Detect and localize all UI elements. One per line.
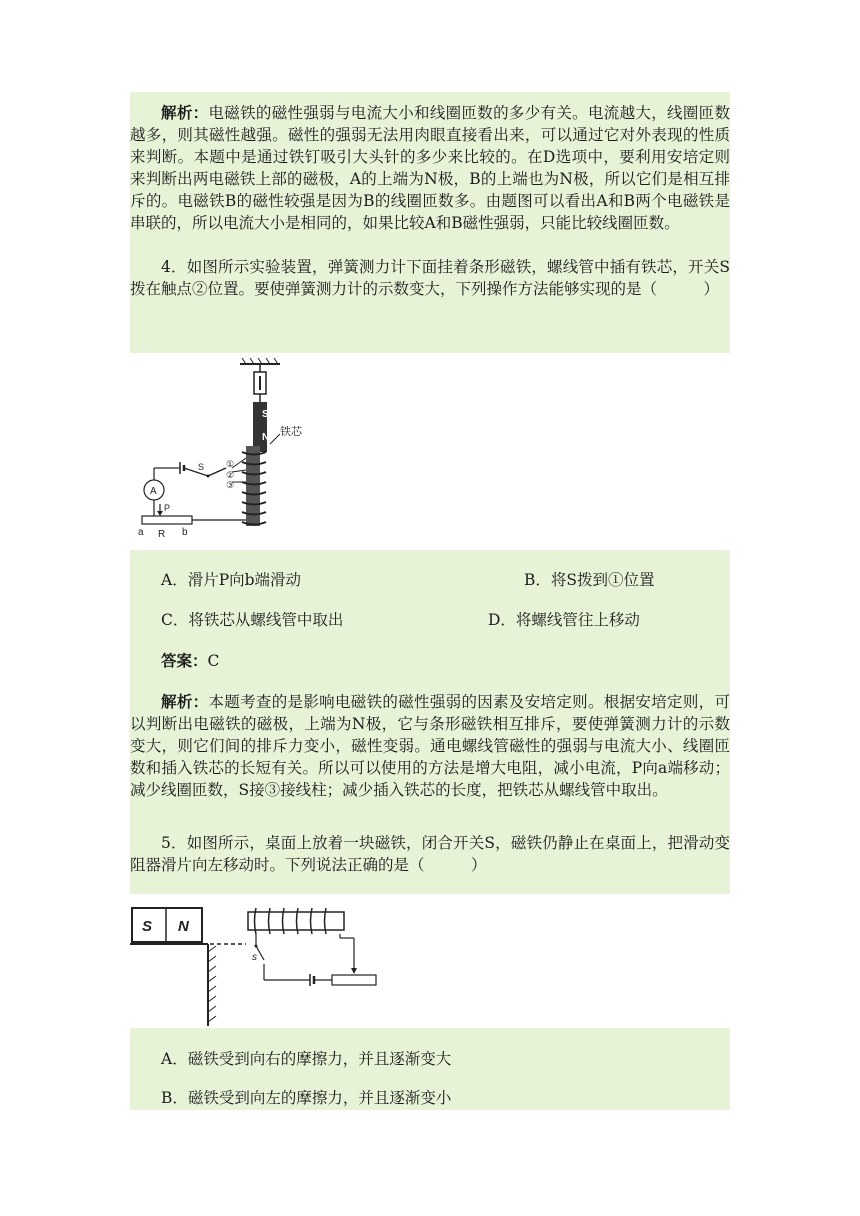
analysis-1-label: 解析：	[161, 103, 209, 122]
ammeter-label: A	[150, 486, 157, 497]
tap-3-label: ③	[226, 480, 235, 490]
question-4-figure	[130, 358, 302, 540]
switch-label: S	[198, 462, 205, 472]
iron-core-label: 铁芯	[280, 426, 302, 438]
terminal-a-label: a	[138, 527, 144, 538]
option-4a: A．滑片P向b端滑动	[161, 571, 302, 589]
answer-4	[161, 650, 219, 672]
analysis-2-label: 解析：	[161, 692, 209, 711]
switch-label-5: s	[252, 952, 257, 963]
slider-p-label: P	[164, 503, 171, 513]
analysis-1-paragraph	[130, 102, 730, 234]
analysis-1-text: 电磁铁的磁性强弱与电流大小和线圈匝数的多少有关。电流越大，线圈匝数越多，则其磁性越强。磁性的强弱无法用肉眼直接看出来，可以通过它对外表现的性质来判断。本题中是通过铁钉吸引大头针的多少来比较的。在D选项中，要利用安培定则来判断出两电磁铁上部的磁极，A的上端为N极，B的上端也为N极，所以它们是相互排斥的。电磁铁B的磁性较强是因为B的线圈匝数多。由题图可以看出A和B两个电磁铁是串联的，所以电流大小是相同的，如果比较A和B磁性强弱，只能比较线圈匝数。	[130, 104, 730, 232]
option-5b: B．磁铁受到向左的摩擦力，并且逐渐变小	[161, 1089, 452, 1107]
magnet-n-label: N	[262, 432, 270, 443]
analysis-block-1	[130, 92, 730, 353]
option-4b: B．将S拨到①位置	[524, 571, 655, 589]
analysis-2-text: 本题考查的是影响电磁铁的磁性强弱的因素及安培定则。根据安培定则，可以判断出电磁铁的磁极，上端为N极，它与条形磁铁相互排斥，要使弹簧测力计的示数变大，则它们间的排斥力变小，磁性变弱。通电螺线管磁性的强弱与电流大小、线圈匝数和插入铁芯的长短有关。所以可以使用的方法是增大电阻，减小电流，P向a端移动；减少线圈匝数，S接③接线柱；减少插入铁芯的长度，把铁芯从螺线管中取出。	[130, 693, 730, 799]
option-4c: C．将铁芯从螺线管中取出	[161, 611, 344, 629]
option-4d: D．将螺线管往上移动	[488, 611, 640, 629]
answer-4-value: C	[207, 652, 220, 670]
analysis-2-paragraph	[130, 691, 730, 801]
question-4-stem: 4．如图所示实验装置，弹簧测力计下面挂着条形磁铁，螺线管中插有铁芯，开关S拨在触点②位置。要使弹簧测力计的示数变大，下列操作方法能够实现的是（ ）	[130, 258, 730, 298]
rheostat-r-label: R	[158, 529, 166, 540]
tap-1-label: ①	[226, 459, 235, 469]
magnet-s-label-5: S	[142, 918, 153, 935]
terminal-b-label: b	[182, 527, 188, 538]
tap-2-label: ②	[226, 470, 235, 480]
magnet-s-label: S	[262, 409, 269, 420]
question-4-body	[130, 550, 730, 894]
answer-4-label: 答案：	[161, 651, 208, 670]
question-5-options	[130, 1028, 730, 1110]
option-5a: A．磁铁受到向右的摩擦力，并且逐渐变大	[161, 1050, 452, 1068]
question-5-figure	[130, 898, 390, 1026]
question-5-stem: 5．如图所示，桌面上放着一块磁铁，闭合开关S，磁铁仍静止在桌面上，把滑动变阻器滑片向左移动时。下列说法正确的是（ ）	[130, 834, 730, 874]
magnet-n-label-5: N	[178, 918, 189, 935]
